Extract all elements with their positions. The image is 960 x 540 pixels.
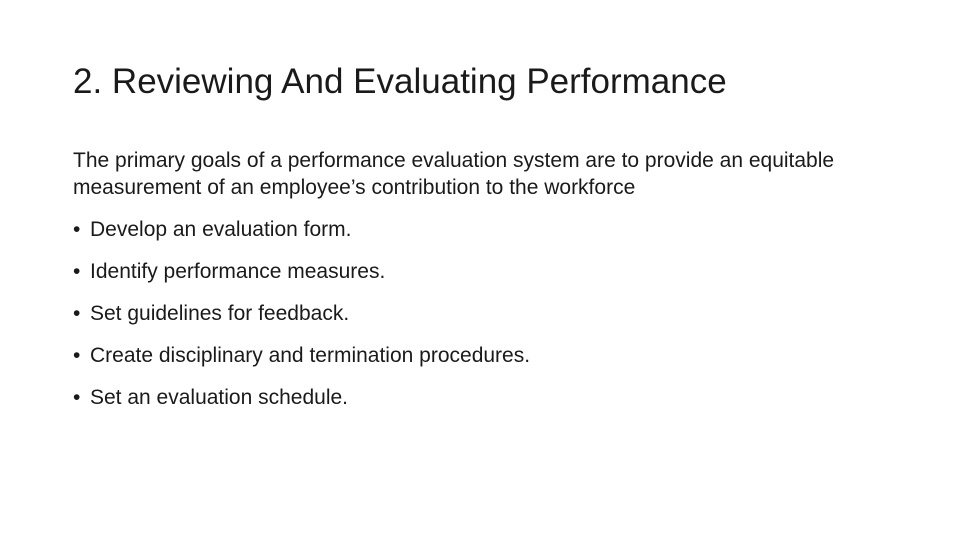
bullet-icon: • — [73, 302, 81, 325]
bullet-item — [73, 258, 893, 285]
bullet-icon: • — [73, 386, 81, 409]
bullet-icon: • — [73, 218, 81, 241]
slide-body — [73, 147, 893, 411]
bullet-text: Identify performance measures. — [90, 260, 386, 283]
slide-title: 2. Reviewing And Evaluating Performance — [73, 62, 727, 101]
bullet-icon: • — [73, 344, 81, 367]
bullet-text: Set an evaluation schedule. — [90, 386, 349, 409]
intro-paragraph: The primary goals of a performance evaluation system are to provide an equitable measurement of an employee’s contribution to the workforce — [73, 149, 835, 199]
bullet-item — [73, 300, 893, 327]
bullet-text: Develop an evaluation form. — [90, 218, 352, 241]
bullet-list — [73, 216, 893, 411]
bullet-text: Create disciplinary and termination procedures. — [90, 344, 531, 367]
bullet-text: Set guidelines for feedback. — [90, 302, 350, 325]
bullet-icon: • — [73, 260, 81, 283]
bullet-item — [73, 384, 893, 411]
bullet-item — [73, 342, 893, 369]
bullet-item — [73, 216, 893, 243]
